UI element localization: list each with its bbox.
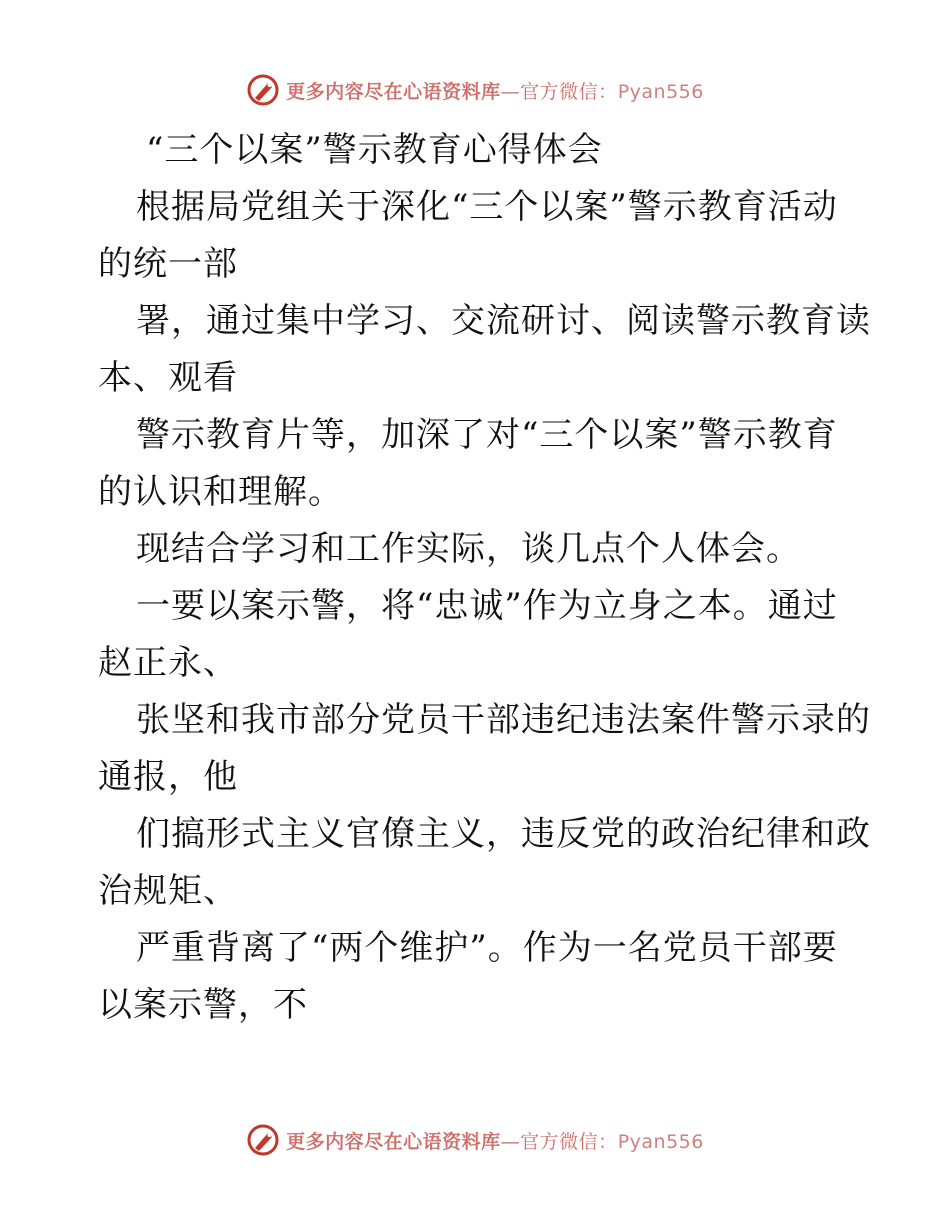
document-body [98, 122, 871, 1034]
paragraph-line: 根据局党组关于深化“三个以案”警示教育活动 [136, 187, 838, 227]
paragraph-line: 署，通过集中学习、交流研讨、阅读警示教育读 [136, 301, 871, 341]
paragraph-line: 们搞形式主义官僚主义，违反党的政治纪律和政 [136, 814, 871, 854]
paragraph-line: 严重背离了“两个维护”。作为一名党员干部要 [136, 928, 838, 968]
banner-contact-id: Pyan556 [617, 80, 704, 103]
banner-separator: — [500, 80, 521, 103]
paragraph-line: 张坚和我市部分党员干部违纪违法案件警示录的 [136, 700, 871, 740]
paragraph-line: 警示教育片等，加深了对“三个以案”警示教育 [136, 415, 838, 455]
paragraph-line: 通报，他 [98, 757, 238, 797]
footer-watermark-banner [0, 1120, 950, 1160]
banner-brand: 更多内容尽在心语资料库 [286, 1130, 501, 1153]
paragraph-line: 治规矩、 [98, 871, 238, 911]
pen-nib-logo-icon [246, 1123, 280, 1157]
banner-contact-id: Pyan556 [617, 1130, 704, 1153]
pen-nib-logo-icon [246, 73, 280, 107]
paragraph-line: 赵正永、 [98, 643, 238, 683]
banner-brand: 更多内容尽在心语资料库 [286, 80, 501, 103]
banner-text [286, 1127, 704, 1154]
paragraph-line: 本、观看 [98, 358, 238, 398]
banner-contact-label: 官方微信： [520, 1130, 618, 1153]
paragraph-line: 现结合学习和工作实际，谈几点个人体会。 [136, 529, 801, 569]
document-title: “三个以案”警示教育心得体会 [146, 130, 603, 170]
paragraph-line: 的统一部 [98, 244, 238, 284]
header-watermark-banner [0, 70, 950, 110]
paragraph-line: 一要以案示警，将“忠诚”作为立身之本。通过 [136, 586, 838, 626]
banner-separator: — [500, 1130, 521, 1153]
banner-contact-label: 官方微信： [520, 80, 618, 103]
paragraph-line: 的认识和理解。 [98, 472, 343, 512]
paragraph-line: 以案示警，不 [98, 985, 308, 1025]
banner-text [286, 77, 704, 104]
